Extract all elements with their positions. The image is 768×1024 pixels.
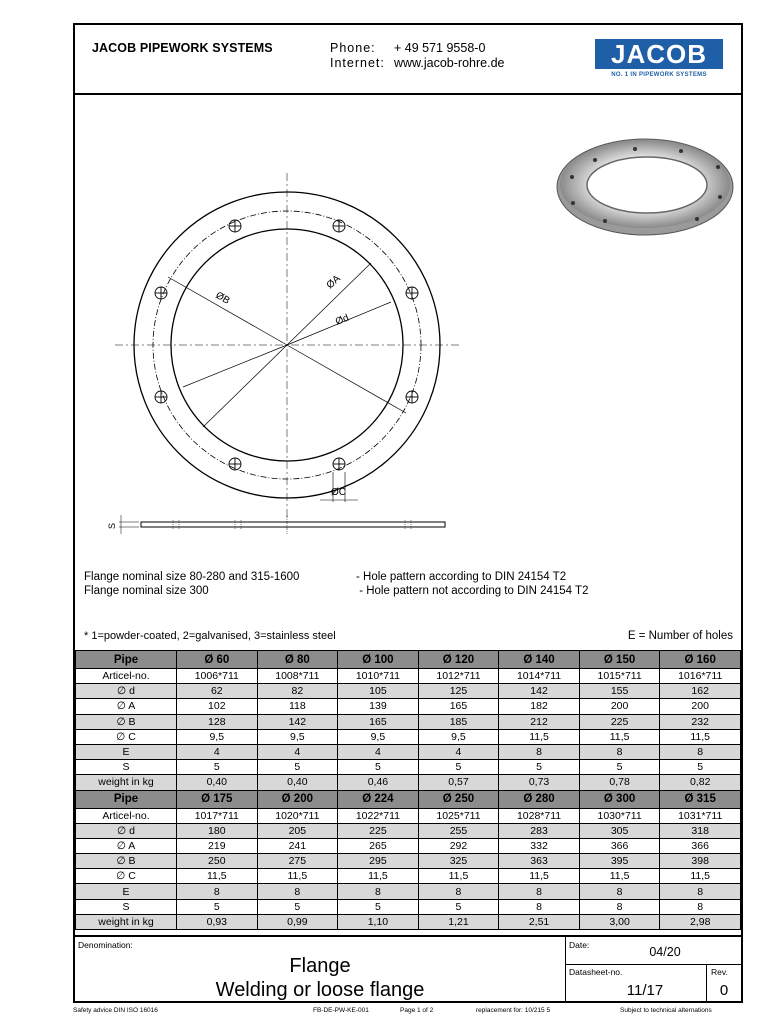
- table-cell: 9,5: [418, 729, 499, 744]
- table-header-cell: Ø 224: [338, 790, 419, 808]
- table-cell: 1014*711: [499, 669, 580, 684]
- table-cell: 5: [418, 899, 499, 914]
- flange-drawing-svg: [75, 97, 741, 567]
- table-cell: 232: [660, 714, 741, 729]
- row-label: ∅ C: [76, 869, 177, 884]
- row-label: E: [76, 884, 177, 899]
- hole-pattern-notes: [84, 570, 588, 598]
- label-s: S: [107, 522, 117, 529]
- phone-label: Phone:: [330, 41, 376, 55]
- table-cell: 1012*711: [418, 669, 499, 684]
- divider: [565, 937, 566, 1003]
- holes-note: E = Number of holes: [627, 630, 733, 642]
- table-header-cell: Ø 175: [177, 790, 258, 808]
- table-header-cell: Ø 315: [660, 790, 741, 808]
- row-label: ∅ B: [76, 714, 177, 729]
- datasheet-frame: [73, 23, 743, 1003]
- table-cell: 1,21: [418, 914, 499, 929]
- table-cell: 318: [660, 823, 741, 838]
- table-header-cell: Ø 160: [660, 651, 741, 669]
- table-cell: 105: [338, 684, 419, 699]
- jacob-logo: [595, 39, 723, 85]
- table-cell: 305: [579, 823, 660, 838]
- table-cell: 162: [660, 684, 741, 699]
- table-row: [76, 760, 741, 775]
- table-cell: 212: [499, 714, 580, 729]
- safety-advice: Safety advice DIN ISO 16016: [73, 1007, 158, 1014]
- table-row: [76, 669, 741, 684]
- table-cell: 205: [257, 823, 338, 838]
- table-cell: 11,5: [418, 869, 499, 884]
- table-header-cell: Ø 120: [418, 651, 499, 669]
- subject-note: Subject to technical alternations: [620, 1007, 712, 1014]
- table-cell: 366: [660, 838, 741, 853]
- table-header-cell: Ø 80: [257, 651, 338, 669]
- flange-photo: [557, 139, 733, 235]
- table-header-cell: Ø 250: [418, 790, 499, 808]
- header: [75, 25, 741, 95]
- table-row: [76, 914, 741, 929]
- table-cell: 5: [257, 899, 338, 914]
- row-label: ∅ C: [76, 729, 177, 744]
- table-cell: 0,40: [177, 775, 258, 790]
- table-row: [76, 744, 741, 759]
- table-cell: 11,5: [257, 869, 338, 884]
- table-cell: 0,78: [579, 775, 660, 790]
- technical-drawing: [75, 97, 741, 567]
- table-header-cell: Ø 140: [499, 651, 580, 669]
- row-label: Articel-no.: [76, 808, 177, 823]
- table-header-row: [76, 651, 741, 669]
- table-cell: 0,40: [257, 775, 338, 790]
- table-cell: 1030*711: [579, 808, 660, 823]
- table-cell: 1020*711: [257, 808, 338, 823]
- phone-number: + 49 571 9558-0: [394, 41, 486, 55]
- table-cell: 1017*711: [177, 808, 258, 823]
- table-cell: 8: [660, 884, 741, 899]
- coating-footnote: * 1=powder-coated, 2=galvanised, 3=stainless steel: [84, 630, 336, 642]
- table-cell: 292: [418, 838, 499, 853]
- date-label: Date:: [569, 940, 590, 950]
- table-cell: 8: [660, 899, 741, 914]
- note-line1-left: Flange nominal size 80-280 and 315-1600: [84, 571, 300, 583]
- table-row: [76, 823, 741, 838]
- table-cell: 180: [177, 823, 258, 838]
- label-dia-c: ØC: [331, 487, 346, 498]
- table-cell: 398: [660, 854, 741, 869]
- table-cell: 5: [338, 760, 419, 775]
- table-cell: 8: [499, 884, 580, 899]
- table-cell: 255: [418, 823, 499, 838]
- row-label: ∅ d: [76, 684, 177, 699]
- table-cell: 5: [257, 760, 338, 775]
- table-cell: 5: [579, 760, 660, 775]
- table-cell: 142: [257, 714, 338, 729]
- table-cell: 1008*711: [257, 669, 338, 684]
- logo-tagline: NO. 1 IN PIPEWORK SYSTEMS: [611, 72, 707, 78]
- table-cell: 9,5: [257, 729, 338, 744]
- row-label: S: [76, 899, 177, 914]
- website[interactable]: www.jacob-rohre.de: [394, 56, 505, 70]
- company-name: JACOB PIPEWORK SYSTEMS: [92, 41, 273, 55]
- table-cell: 102: [177, 699, 258, 714]
- table-cell: 1022*711: [338, 808, 419, 823]
- table-header-cell: Ø 150: [579, 651, 660, 669]
- table-cell: 5: [177, 899, 258, 914]
- table-cell: 128: [177, 714, 258, 729]
- internet-label: Internet:: [330, 56, 385, 70]
- note-line2-right: - Hole pattern not according to DIN 24154 T2: [356, 585, 589, 597]
- datasheet-label: Datasheet-no.: [569, 967, 623, 977]
- table-cell: 366: [579, 838, 660, 853]
- table-cell: 5: [499, 760, 580, 775]
- title-block: [75, 935, 741, 1001]
- table-row: [76, 899, 741, 914]
- table-cell: 11,5: [579, 869, 660, 884]
- table-row: [76, 884, 741, 899]
- row-label: ∅ A: [76, 699, 177, 714]
- table-row: [76, 684, 741, 699]
- table-row: [76, 714, 741, 729]
- table-cell: 1025*711: [418, 808, 499, 823]
- row-label: ∅ A: [76, 838, 177, 853]
- table-cell: 1031*711: [660, 808, 741, 823]
- flange-side-view: [119, 515, 445, 534]
- table-cell: 0,73: [499, 775, 580, 790]
- table-cell: 332: [499, 838, 580, 853]
- table-cell: 142: [499, 684, 580, 699]
- table-cell: 125: [418, 684, 499, 699]
- flange-plan-view: [115, 173, 460, 517]
- page-number: Page 1 of 2: [400, 1007, 434, 1014]
- table-cell: 3,00: [579, 914, 660, 929]
- table-cell: 1006*711: [177, 669, 258, 684]
- table-header-cell: Ø 280: [499, 790, 580, 808]
- row-label: weight in kg: [76, 775, 177, 790]
- table-cell: 8: [579, 884, 660, 899]
- table-cell: 1015*711: [579, 669, 660, 684]
- table-cell: 11,5: [338, 869, 419, 884]
- table-cell: 82: [257, 684, 338, 699]
- datasheet-value: 11/17: [626, 982, 664, 999]
- divider: [565, 964, 741, 965]
- table-cell: 4: [418, 744, 499, 759]
- table-cell: 182: [499, 699, 580, 714]
- table-cell: 1016*711: [660, 669, 741, 684]
- rev-value: 0: [719, 982, 729, 999]
- table-cell: 363: [499, 854, 580, 869]
- row-label: ∅ B: [76, 854, 177, 869]
- title-line-2: Welding or loose flange: [215, 979, 425, 1001]
- table-cell: 11,5: [579, 729, 660, 744]
- table-cell: 0,93: [177, 914, 258, 929]
- table-cell: 8: [660, 744, 741, 759]
- table-cell: 8: [418, 884, 499, 899]
- label-dia-a: ØA: [324, 273, 343, 292]
- table-cell: 0,57: [418, 775, 499, 790]
- table-cell: 225: [338, 823, 419, 838]
- table-cell: 11,5: [499, 729, 580, 744]
- table-row: [76, 775, 741, 790]
- table-cell: 5: [660, 760, 741, 775]
- table-cell: 395: [579, 854, 660, 869]
- row-label: ∅ d: [76, 823, 177, 838]
- table-cell: 4: [257, 744, 338, 759]
- table-cell: 2,98: [660, 914, 741, 929]
- table-cell: 0,82: [660, 775, 741, 790]
- table-cell: 8: [257, 884, 338, 899]
- table-cell: 185: [418, 714, 499, 729]
- table-header-cell: Ø 60: [177, 651, 258, 669]
- table-header-cell: Ø 200: [257, 790, 338, 808]
- table-cell: 8: [338, 884, 419, 899]
- table-cell: 11,5: [660, 869, 741, 884]
- table-cell: 165: [418, 699, 499, 714]
- table-row: [76, 729, 741, 744]
- table-cell: 1010*711: [338, 669, 419, 684]
- label-dia-d: Ød: [334, 312, 351, 328]
- table-cell: 11,5: [499, 869, 580, 884]
- table-cell: 9,5: [338, 729, 419, 744]
- table-cell: 5: [338, 899, 419, 914]
- table-cell: 265: [338, 838, 419, 853]
- table-cell: 118: [257, 699, 338, 714]
- table-cell: 11,5: [660, 729, 741, 744]
- table-cell: 8: [499, 744, 580, 759]
- table-row: [76, 838, 741, 853]
- table-cell: 283: [499, 823, 580, 838]
- table-row: [76, 869, 741, 884]
- table-cell: 0,99: [257, 914, 338, 929]
- table-row: [76, 699, 741, 714]
- row-label: E: [76, 744, 177, 759]
- contact-block: [330, 41, 504, 71]
- date-value: 04/20: [649, 945, 681, 959]
- table-cell: 8: [579, 899, 660, 914]
- document-code: FB-DE-PW-KE-001: [313, 1007, 369, 1014]
- table-cell: 8: [579, 744, 660, 759]
- note-line2-left: Flange nominal size 300: [84, 585, 209, 597]
- table-header-row: [76, 790, 741, 808]
- rev-label: Rev.: [711, 967, 728, 977]
- table-cell: 165: [338, 714, 419, 729]
- table-cell: 8: [499, 899, 580, 914]
- table-cell: 5: [177, 760, 258, 775]
- table-cell: 4: [338, 744, 419, 759]
- table-cell: 250: [177, 854, 258, 869]
- table-row: [76, 808, 741, 823]
- row-label: Articel-no.: [76, 669, 177, 684]
- table-cell: 1,10: [338, 914, 419, 929]
- denomination-label: Denomination:: [78, 940, 133, 950]
- label-dia-b: ØB: [213, 290, 232, 307]
- table-cell: 225: [579, 714, 660, 729]
- table-cell: 9,5: [177, 729, 258, 744]
- specification-table: [75, 650, 741, 930]
- table-row: [76, 854, 741, 869]
- note-line1-right: - Hole pattern according to DIN 24154 T2: [356, 571, 567, 583]
- table-cell: 325: [418, 854, 499, 869]
- table-cell: 8: [177, 884, 258, 899]
- table-cell: 139: [338, 699, 419, 714]
- table-cell: 5: [418, 760, 499, 775]
- table-header-cell: Ø 100: [338, 651, 419, 669]
- replacement-note: replacement for: 10/215 5: [476, 1007, 551, 1014]
- table-cell: 1028*711: [499, 808, 580, 823]
- row-label: weight in kg: [76, 914, 177, 929]
- table-cell: 200: [579, 699, 660, 714]
- table-cell: 2,51: [499, 914, 580, 929]
- table-cell: 241: [257, 838, 338, 853]
- table-header-cell: Pipe: [76, 790, 177, 808]
- table-cell: 11,5: [177, 869, 258, 884]
- table-cell: 62: [177, 684, 258, 699]
- table-cell: 155: [579, 684, 660, 699]
- table-header-cell: Pipe: [76, 651, 177, 669]
- table-cell: 4: [177, 744, 258, 759]
- logo-text: JACOB: [595, 39, 723, 69]
- table-header-cell: Ø 300: [579, 790, 660, 808]
- table-cell: 275: [257, 854, 338, 869]
- table-cell: 200: [660, 699, 741, 714]
- row-label: S: [76, 760, 177, 775]
- title-line-1: Flange: [289, 955, 351, 977]
- table-cell: 0,46: [338, 775, 419, 790]
- table-cell: 295: [338, 854, 419, 869]
- table-cell: 219: [177, 838, 258, 853]
